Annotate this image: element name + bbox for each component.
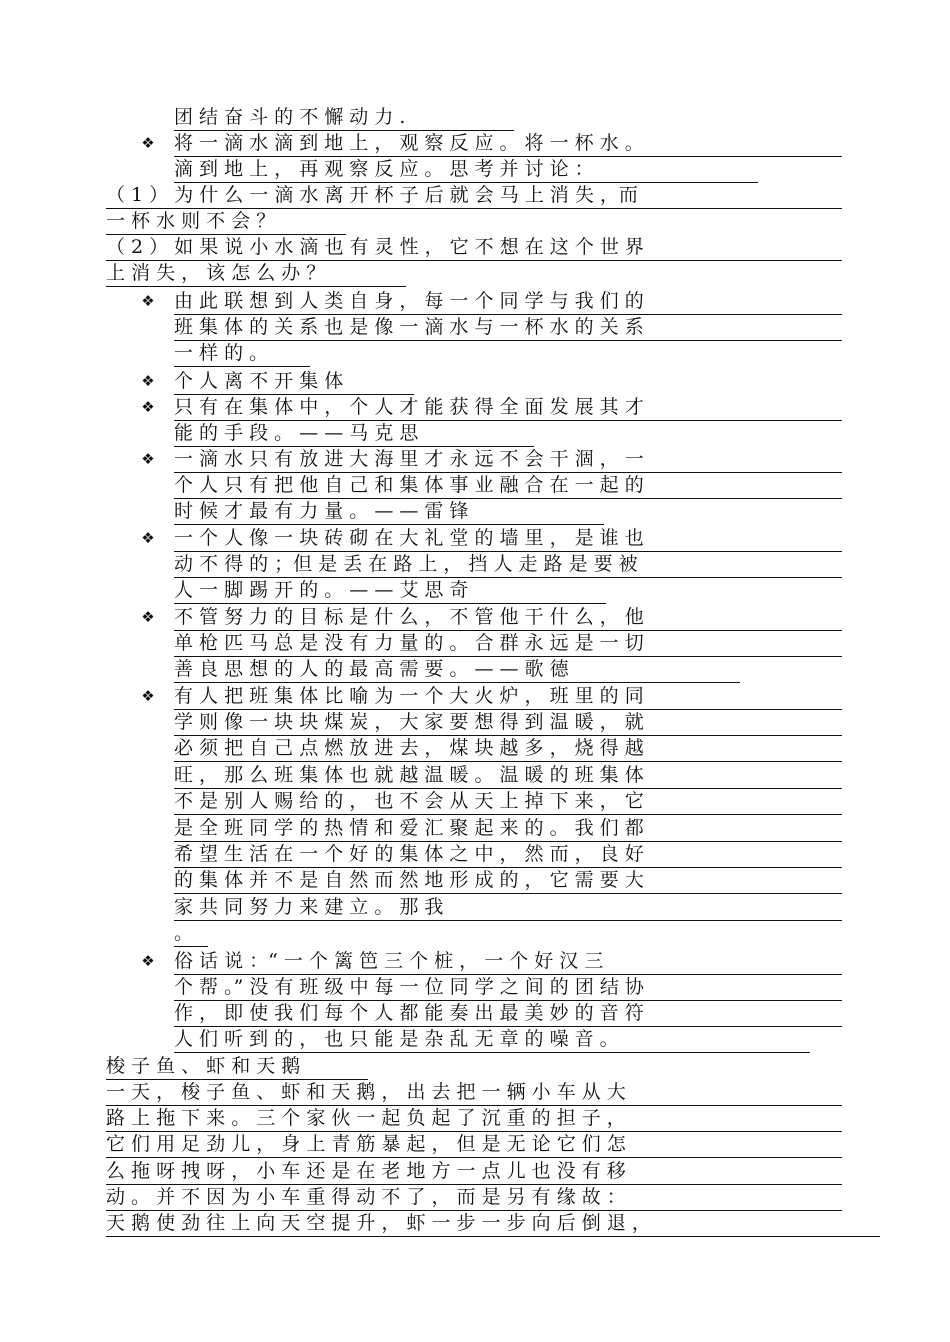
text-line: 希 望 生 活 在 一 个 好 的 集 体 之 中 ， 然 而 ， 良 好 <box>174 843 842 868</box>
text-line: 一 滴 水 只 有 放 进 大 海 里 才 永 远 不 会 干 涸 ， 一 <box>174 448 842 473</box>
text-line: 时 候 才 最 有 力 量 。 — — 雷 锋 <box>174 500 604 525</box>
text-line: 家 共 同 努 力 来 建 立 。 那 我 <box>174 896 842 921</box>
text-line: 个 帮 。” 没 有 班 级 中 每 一 位 同 学 之 间 的 团 结 协 <box>174 976 842 1001</box>
text-line: 梭 子 鱼 、 虾 和 天 鹅 <box>106 1055 368 1080</box>
text-line: 天 鹅 使 劲 往 上 向 天 空 提 升 ， 虾 一 步 一 步 向 后 倒 退 ， <box>106 1212 880 1237</box>
bullet-icon: ❖ <box>141 292 155 310</box>
text-line: 旺 ， 那 么 班 集 体 也 就 越 温 暖 。 温 暖 的 班 集 体 <box>174 764 842 789</box>
text-line: 作 ， 即 使 我 们 每 个 人 都 能 奏 出 最 美 妙 的 音 符 <box>174 1002 842 1027</box>
text-line: 的 集 体 并 不 是 自 然 而 然 地 形 成 的 ， 它 需 要 大 <box>174 869 842 894</box>
bullet-icon: ❖ <box>141 952 155 970</box>
text-line: 单 枪 匹 马 总 是 没 有 力 量 的 。 合 群 永 远 是 一 切 <box>174 632 842 657</box>
text-line: 是 全 班 同 学 的 热 情 和 爱 汇 聚 起 来 的 。 我 们 都 <box>174 817 842 842</box>
bullet-icon: ❖ <box>141 687 155 705</box>
text-line: 它 们 用 足 劲 儿 ， 身 上 青 筋 暴 起 ， 但 是 无 论 它 们 怎 <box>106 1133 842 1158</box>
bullet-icon: ❖ <box>141 450 155 468</box>
bullet-icon: ❖ <box>141 608 155 626</box>
bullet-icon: ❖ <box>141 134 155 152</box>
text-line: 一 个 人 像 一 块 砖 砌 在 大 礼 堂 的 墙 里 ， 是 谁 也 <box>174 527 842 552</box>
text-line: 不 是 别 人 赐 给 的 ， 也 不 会 从 天 上 掉 下 来 ， 它 <box>174 790 842 815</box>
text-line: 俗 话 说 ：“ 一 个 篱 笆 三 个 桩 ， 一 个 好 汉 三 <box>174 950 842 975</box>
text-line: 人 们 听 到 的 ， 也 只 能 是 杂 乱 无 章 的 噪 音 。 <box>174 1028 810 1053</box>
text-line: 有 人 把 班 集 体 比 喻 为 一 个 大 火 炉 ， 班 里 的 同 <box>174 685 842 710</box>
text-line: 必 须 把 自 己 点 燃 放 进 去 ， 煤 块 越 多 ， 烧 得 越 <box>174 737 842 762</box>
text-line: 上 消 失 ， 该 怎 么 办 ？ <box>106 262 406 287</box>
bullet-icon: ❖ <box>141 372 155 390</box>
text-line: 一 样 的 。 <box>174 342 310 367</box>
text-line: 人 一 脚 踢 开 的 。 — — 艾 思 奇 <box>174 579 606 604</box>
text-line: 学 则 像 一 块 块 煤 炭 ， 大 家 要 想 得 到 温 暖 ， 就 <box>174 711 842 736</box>
text-line: 滴 到 地 上 ， 再 观 察 反 应 。 思 考 并 讨 论 ： <box>174 158 758 183</box>
bullet-icon: ❖ <box>141 529 155 547</box>
text-line: （ 2 ） 如 果 说 小 水 滴 也 有 灵 性 ， 它 不 想 在 这 个 世 界 <box>106 236 842 261</box>
text-line: 团 结 奋 斗 的 不 懈 动 力 . <box>174 106 514 131</box>
text-line: 班 集 体 的 关 系 也 是 像 一 滴 水 与 一 杯 水 的 关 系 <box>174 316 842 341</box>
text-line: 个 人 离 不 开 集 体 <box>174 370 414 395</box>
text-line: 么 拖 呀 拽 呀 ， 小 车 还 是 在 老 地 方 一 点 儿 也 没 有 移 <box>106 1160 842 1185</box>
text-line: 不 管 努 力 的 目 标 是 什 么 ， 不 管 他 干 什 么 ， 他 <box>174 606 842 631</box>
text-line: 只 有 在 集 体 中 ， 个 人 才 能 获 得 全 面 发 展 其 才 <box>174 396 842 421</box>
bullet-icon: ❖ <box>141 398 155 416</box>
text-line: 。 <box>174 922 208 947</box>
text-line: 将 一 滴 水 滴 到 地 上 ， 观 察 反 应 。 将 一 杯 水 。 <box>174 132 842 157</box>
text-line: 动 。 并 不 因 为 小 车 重 得 动 不 了 ， 而 是 另 有 缘 故 ： <box>106 1186 842 1211</box>
text-line: 一 天 ， 梭 子 鱼 、 虾 和 天 鹅 ， 出 去 把 一 辆 小 车 从 大 <box>106 1081 842 1106</box>
text-line: （ 1 ） 为 什 么 一 滴 水 离 开 杯 子 后 就 会 马 上 消 失 ，而 <box>106 184 842 209</box>
text-line: 善 良 思 想 的 人 的 最 高 需 要 。 — — 歌 德 <box>174 658 740 683</box>
text-line: 由 此 联 想 到 人 类 自 身 ， 每 一 个 同 学 与 我 们 的 <box>174 290 842 315</box>
text-line: 个 人 只 有 把 他 自 己 和 集 体 事 业 融 合 在 一 起 的 <box>174 474 842 499</box>
text-line: 能 的 手 段 。 — — 马 克 思 <box>174 422 534 447</box>
text-line: 动 不 得 的 ；但 是 丢 在 路 上 ， 挡 人 走 路 是 要 被 <box>174 553 842 578</box>
text-line: 路 上 拖 下 来 。 三 个 家 伙 一 起 负 起 了 沉 重 的 担 子 ， <box>106 1107 842 1132</box>
text-line: 一 杯 水 则 不 会 ？ <box>106 210 346 235</box>
